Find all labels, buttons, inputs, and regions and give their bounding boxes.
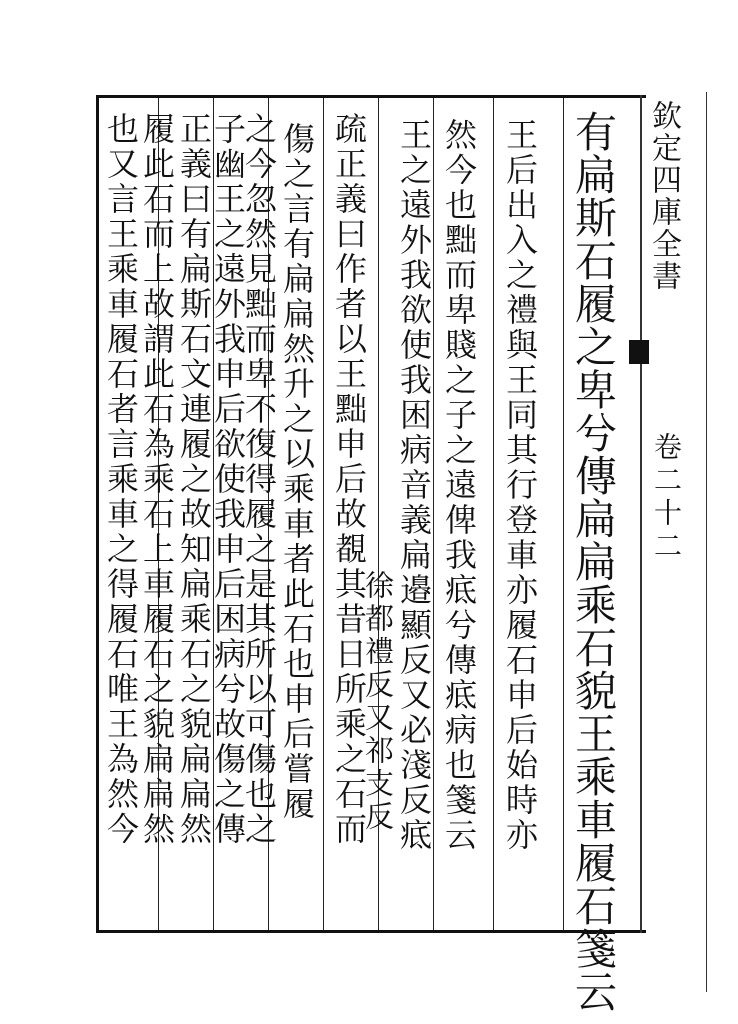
text-column-11: 也又言王乘車履石者言乘車之得履石唯王為然今 [102,112,140,847]
fishtail-mark [629,340,649,364]
text-column-2: 王后出入之禮與王同其行登車亦履石申后始時亦 [501,118,539,853]
text-column-4-note: 徐都禮反又祁支反 [361,570,395,834]
text-column-9: 正義曰有扁斯石文連履之故知扁乘石之貌扁扁然 [175,112,213,847]
text-column-10: 履此石而上故謂此石為乘石上車履石之貌扁扁然 [138,112,176,847]
frame-left-border [96,95,99,933]
text-column-1: 有扁斯石履之卑兮傳扁扁乘石貌王乘車履石箋云 [569,110,618,1013]
book-title: 欽定四庫全書 [646,100,681,292]
column-rule [323,98,324,930]
column-rule [563,98,564,930]
margin-rule [706,92,707,992]
text-column-4: 王之遠外我欲使我困病音義扁邉顯反又必淺反疷 [395,118,433,853]
text-column-6: 傷之言有扁扁然升之以乘車者此石也申后嘗履 [278,122,316,822]
frame-bottom-border [96,930,646,933]
frame-right-border [640,95,642,933]
column-rule [433,98,434,930]
volume-label: 卷二十二 [650,432,683,564]
column-rule [493,98,494,930]
text-column-5: 疏正義曰作者以王黜申后故覩其昔日所乘之石而 [330,112,368,847]
text-column-3: 然今也黜而卑賤之子之遠俾我疷兮傳疷病也箋云 [440,118,478,853]
text-column-8: 子幽王之遠外我申后欲使我申后困病兮故傷之傳 [209,112,247,847]
text-column-7: 之今忽然見黜而卑不復得履之是其所以可傷也之 [240,112,278,847]
